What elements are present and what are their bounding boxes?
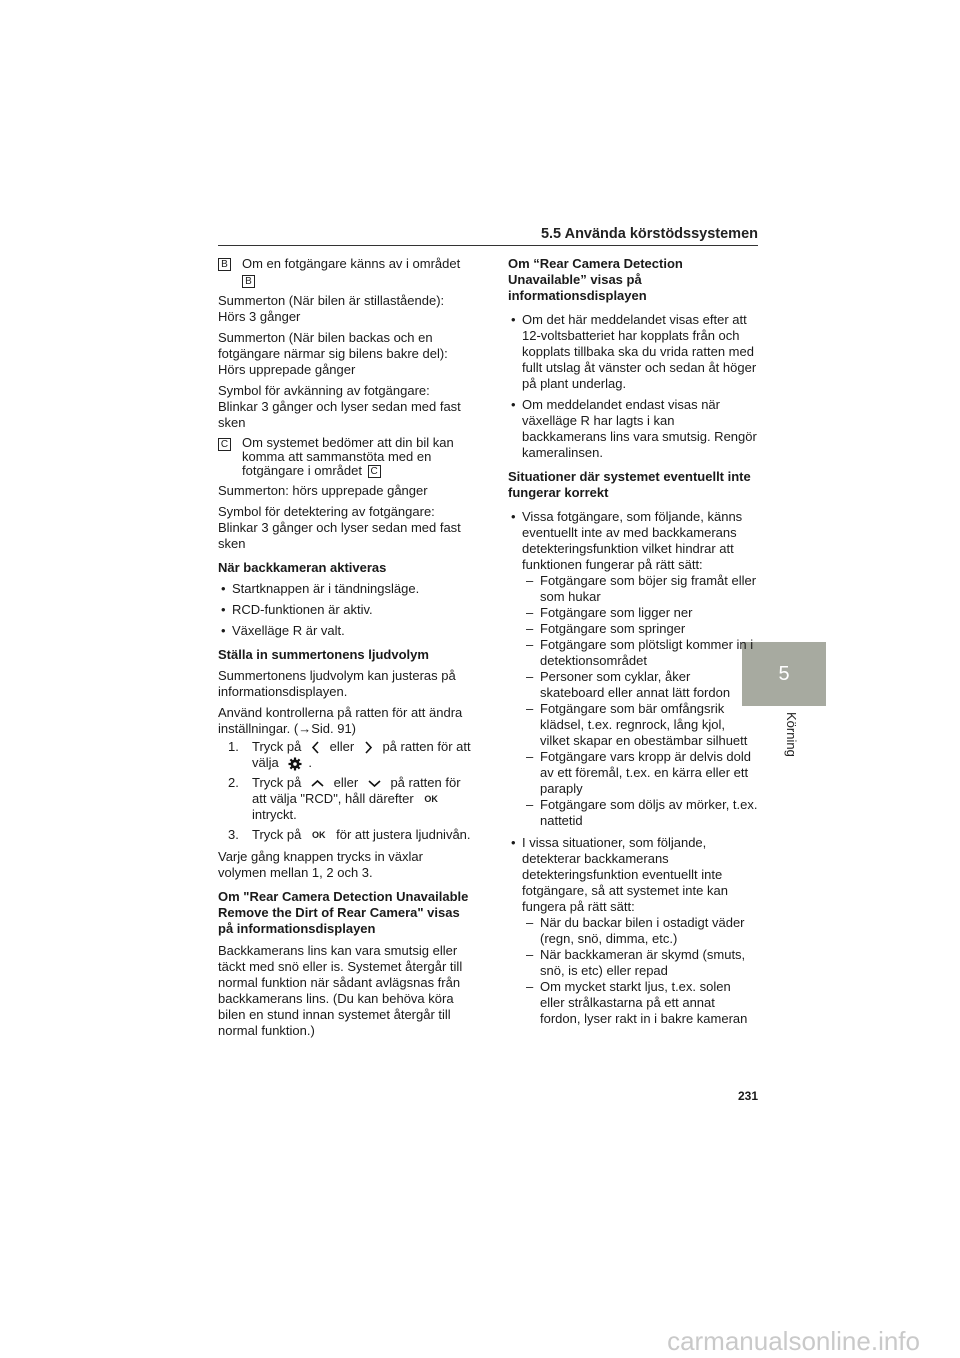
step-text: Tryck på bbox=[252, 739, 302, 755]
paragraph: Symbol för avkänning av fotgängare: Blinkar 3 gånger och lyser sedan med fast sken bbox=[218, 383, 461, 431]
sub-list-item: – Fotgängare vars kropp är delvis dold av ett föremål, t.ex. en kärra eller ett paraply bbox=[522, 749, 758, 797]
paragraph: Symbol för detektering av fotgängare: Blinkar 3 gånger och lyser sedan med fast sken bbox=[218, 504, 461, 552]
sub-list-item: – Fotgängare som bär omfångsrik klädsel, t.ex. regnrock, lång kjol, vilket skapar en obestämbar silhuett bbox=[522, 701, 758, 749]
paragraph: Summertonens ljudvolym kan justeras på informationsdisplayen. bbox=[218, 668, 456, 700]
step-text: Tryck på bbox=[252, 827, 302, 843]
list-item: • Startknappen är i tändningsläge. bbox=[218, 581, 472, 597]
heading-unavailable: Om “Rear Camera Detection Unavailable” visas på informationsdisplayen bbox=[508, 256, 683, 303]
chevron-down-icon bbox=[368, 779, 381, 788]
sub-list-item: – Fotgängare som ligger ner bbox=[522, 605, 758, 621]
step-number: 3. bbox=[228, 827, 239, 843]
paragraph: Summerton (När bilen är stillastående): Hörs 3 gånger bbox=[218, 293, 445, 325]
chapter-label: Körning bbox=[784, 712, 799, 757]
sub-list-item: – Fotgängare som döljs av mörker, t.ex. nattetid bbox=[522, 797, 758, 829]
step-text: eller bbox=[333, 775, 359, 791]
paragraph: Använd kontrollerna på ratten för att ändra inställningar. (→Sid. 91) bbox=[218, 705, 463, 737]
step-number: 1. bbox=[228, 739, 239, 755]
c-area-box: C bbox=[368, 465, 381, 478]
gear-icon bbox=[288, 757, 302, 771]
step-text: eller bbox=[329, 739, 355, 755]
step-text: Tryck på bbox=[252, 775, 302, 791]
page-number: 231 bbox=[737, 1089, 758, 1103]
chevron-up-icon bbox=[311, 779, 324, 788]
step-text: intryckt. bbox=[252, 807, 297, 823]
step-text: på ratten för att välja bbox=[252, 739, 471, 771]
heading-volume: Ställa in summertonens ljudvolym bbox=[218, 647, 429, 663]
b-intro bbox=[218, 256, 472, 288]
list-item: • Vissa fotgängare, som följande, känns eventuellt inte av med backkamerans detekteringsfunktion vilket hindrar att funktionen fungerar på rätt sätt: bbox=[508, 509, 758, 573]
b-area-box: B bbox=[242, 275, 255, 288]
step-1 bbox=[218, 739, 472, 771]
sub-list-item: – När du backar bilen i ostadigt väder (regn, snö, dimma, etc.) bbox=[522, 915, 758, 947]
chapter-number: 5 bbox=[778, 662, 790, 685]
list-item: • I vissa situationer, som följande, detekterar backkamerans detekteringsfunktion eventuellt inte fotgängare, så att systemet inte kan fungera på rätt sätt: bbox=[508, 835, 758, 915]
section-title: 5.5 Använda körstödssystemen bbox=[540, 226, 758, 242]
list-item: • RCD-funktionen är aktiv. bbox=[218, 602, 472, 618]
list-item: • Om det här meddelandet visas efter att 12-voltsbatteriet har kopplats från och kopplats tillbaka ska du vrida ratten med fullt utslag åt vänster och sedan åt höger på plant underlag. bbox=[508, 312, 758, 392]
step-text: på ratten för att välja "RCD", håll därefter bbox=[252, 775, 461, 807]
heading-activate: När backkameran aktiveras bbox=[218, 560, 387, 576]
c-intro-text: Om systemet bedömer att din bil kan komma att sammanstöta med en fotgängare i området bbox=[242, 435, 454, 479]
sub-list-item: – Personer som cyklar, åker skateboard eller annat lätt fordon bbox=[522, 669, 758, 701]
list-item: • Om meddelandet endast visas när växelläge R har lagts i kan backkamerans lins vara smutsig. Rengör kameralinsen. bbox=[508, 397, 758, 461]
step-text: för att justera ljudnivån. bbox=[336, 827, 471, 843]
step-2 bbox=[218, 775, 472, 823]
c-label-box: C bbox=[218, 438, 231, 451]
sub-list-item: – Fotgängare som böjer sig framåt eller som hukar bbox=[522, 573, 758, 605]
b-label-box: B bbox=[218, 258, 231, 271]
paragraph: Backkamerans lins kan vara smutsig eller täckt med snö eller is. Systemet återgår till normal funktion när sådant avlägsnas från backkamerans lins. (Du kan behöva köra bilen en stund innan systemet återgår till normal funktion.) bbox=[218, 943, 463, 1039]
paragraph: Varje gång knappen trycks in växlar volymen mellan 1, 2 och 3. bbox=[218, 849, 423, 881]
left-column bbox=[218, 256, 472, 1044]
c-intro bbox=[218, 436, 472, 478]
b-intro-text: Om en fotgängare känns av i området bbox=[242, 256, 461, 271]
chevron-right-icon bbox=[364, 741, 373, 754]
sub-list-item: – När backkameran är skymd (smuts, snö, is etc) eller repad bbox=[522, 947, 758, 979]
sub-list-item: – Om mycket starkt ljus, t.ex. solen eller strålkastarna på ett annat fordon, lyser rakt in i bakre kameran bbox=[522, 979, 758, 1027]
chevron-left-icon bbox=[311, 741, 320, 754]
heading-situations: Situationer där systemet eventuellt inte fungerar korrekt bbox=[508, 469, 751, 500]
watermark-url: carmanualsonline.info bbox=[667, 1326, 920, 1356]
sub-list-item: – Fotgängare som plötsligt kommer in i detektionsområdet bbox=[522, 637, 758, 669]
right-column bbox=[508, 256, 758, 1027]
paragraph: Summerton (När bilen backas och en fotgängare närmar sig bilens bakre del): Hörs upprepade gånger bbox=[218, 330, 448, 378]
ok-icon: OK bbox=[424, 794, 438, 805]
list-item: • Växelläge R är valt. bbox=[218, 623, 472, 639]
header-rule bbox=[218, 245, 758, 246]
step-text: . bbox=[308, 755, 312, 771]
step-number: 2. bbox=[228, 775, 239, 791]
heading-dirt: Om "Rear Camera Detection Unavailable Remove the Dirt of Rear Camera" visas på informationsdisplayen bbox=[218, 889, 469, 937]
ok-icon: OK bbox=[311, 830, 326, 841]
step-3 bbox=[218, 827, 472, 843]
sub-list-item: – Fotgängare som springer bbox=[522, 621, 758, 637]
paragraph: Summerton: hörs upprepade gånger bbox=[218, 483, 428, 499]
